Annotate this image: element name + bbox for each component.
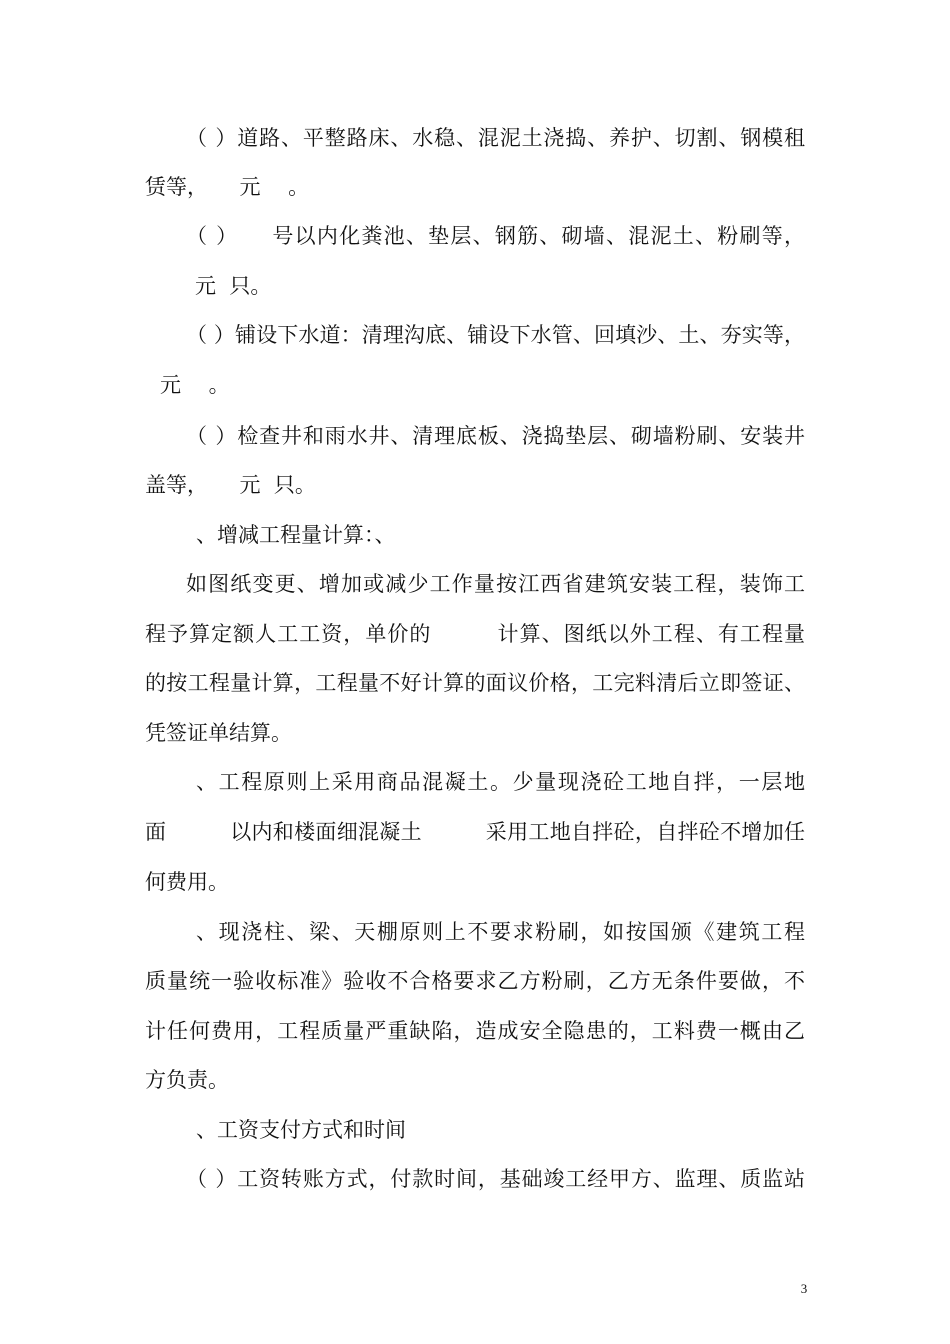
section-heading: 、增减工程量计算：、 (196, 523, 396, 547)
text-line: （ ） 号以内化粪池、垫层、钢筋、砌墙、混泥土、粉刷等， (186, 224, 805, 248)
text-line: 赁等， 元 。 (145, 175, 310, 199)
section-heading: 、工资支付方式和时间 (196, 1118, 406, 1142)
text-line: （ ）道路、平整路床、水稳、混泥土浇捣、养护、切割、钢模租 (186, 126, 805, 150)
text-line: 元 只。 (195, 274, 272, 298)
text-line: （ ）工资转账方式，付款时间，基础竣工经甲方、监理、质监站 (186, 1167, 805, 1191)
text-line: 、工程原则上采用商品混凝土。少量现浇砼工地自拌，一层地 (196, 770, 805, 794)
text-line: （ ）检查井和雨水井、清理底板、浇捣垫层、砌墙粉刷、安装井 (186, 424, 805, 448)
text-line: 、现浇柱、梁、天棚原则上不要求粉刷，如按国颁《建筑工程 (196, 920, 805, 944)
text-line: 程予算定额人工工资，单价的 计算、图纸以外工程、有工程量 (145, 622, 805, 646)
text-line: 何费用。 (145, 870, 229, 894)
text-line: 如图纸变更、增加或减少工作量按江西省建筑安装工程，装饰工 (186, 572, 805, 596)
text-line: 计任何费用，工程质量严重缺陷，造成安全隐患的，工料费一概由乙 (145, 1019, 805, 1043)
text-line: （ ）铺设下水道：清理沟底、铺设下水管、回填沙、土、夯实等， (186, 323, 805, 347)
text-line: 盖等， 元 只。 (145, 473, 316, 497)
text-line: 方负责。 (145, 1068, 229, 1092)
page-number: 3 (800, 1281, 808, 1296)
text-line: 质量统一验收标准》验收不合格要求乙方粉刷，乙方无条件要做，不 (145, 969, 805, 993)
text-line: 面 以内和楼面细混凝土 采用工地自拌砼，自拌砼不增加任 (145, 820, 805, 844)
text-line: 元 。 (160, 373, 230, 397)
text-line: 的按工程量计算，工程量不好计算的面议价格，工完料清后立即签证、 (145, 671, 805, 695)
text-line: 凭签证单结算。 (145, 721, 292, 745)
